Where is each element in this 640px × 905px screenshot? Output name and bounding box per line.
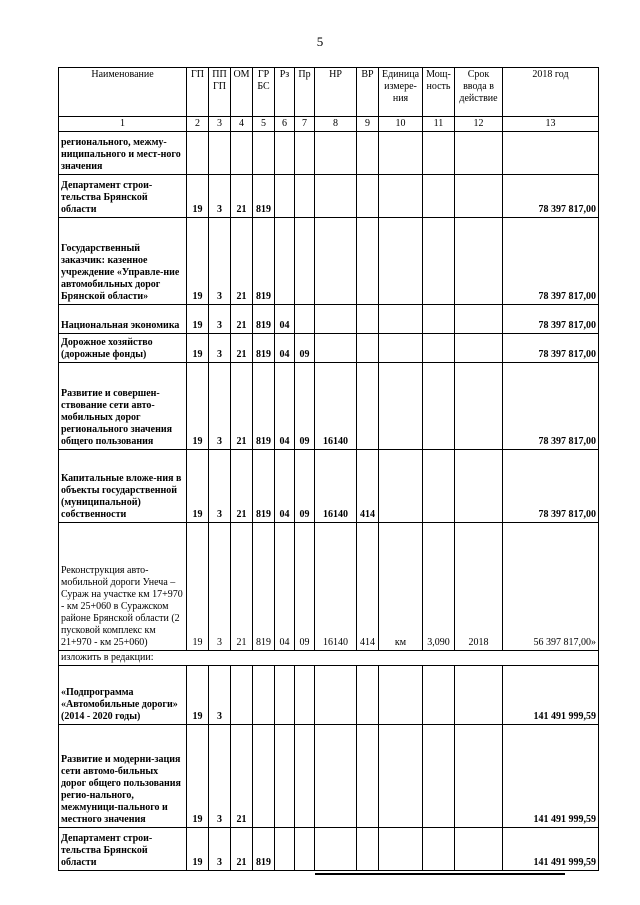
row-name: Национальная экономика <box>59 305 187 334</box>
table-body-current <box>59 132 599 651</box>
column-number-row <box>59 117 599 132</box>
vr-cell <box>357 666 379 725</box>
term-cell <box>455 334 503 363</box>
unit-cell <box>379 334 423 363</box>
grbs-cell: 819 <box>253 305 275 334</box>
column-number: 11 <box>423 117 455 132</box>
column-number: 1 <box>59 117 187 132</box>
amendment-note: изложить в редакции: <box>59 651 599 666</box>
row-name: «Подпрограмма «Автомобильные дороги» (2014 - 2020 годы) <box>59 666 187 725</box>
om-cell: 21 <box>231 450 253 523</box>
grbs-cell: 819 <box>253 175 275 218</box>
power-cell <box>423 334 455 363</box>
vr-cell <box>357 363 379 450</box>
nr-cell: 16140 <box>315 450 357 523</box>
pr-cell <box>295 305 315 334</box>
pr-cell <box>295 725 315 828</box>
grbs-cell: 819 <box>253 334 275 363</box>
grbs-cell <box>253 725 275 828</box>
nr-cell <box>315 828 357 871</box>
grbs-cell: 819 <box>253 218 275 305</box>
row-name: регионального, межму-ниципального и мест-ного значения <box>59 132 187 175</box>
om-cell: 21 <box>231 363 253 450</box>
gp-cell <box>187 132 209 175</box>
page-number: 5 <box>316 34 324 49</box>
column-header: НР <box>315 68 357 117</box>
column-header: ГР БС <box>253 68 275 117</box>
om-cell: 21 <box>231 828 253 871</box>
vr-cell <box>357 175 379 218</box>
table-row <box>59 175 599 218</box>
pr-cell: 09 <box>295 363 315 450</box>
ppgp-cell: 3 <box>209 725 231 828</box>
nr-cell <box>315 725 357 828</box>
column-number: 13 <box>503 117 599 132</box>
ppgp-cell: 3 <box>209 334 231 363</box>
vr-cell <box>357 305 379 334</box>
term-cell <box>455 363 503 450</box>
column-header: Единица измере-ния <box>379 68 423 117</box>
pr-cell: 09 <box>295 523 315 651</box>
om-cell: 21 <box>231 334 253 363</box>
column-number: 8 <box>315 117 357 132</box>
term-cell <box>455 828 503 871</box>
column-number: 4 <box>231 117 253 132</box>
table-body-amended <box>59 666 599 871</box>
unit-cell <box>379 828 423 871</box>
column-header: ПП ГП <box>209 68 231 117</box>
vr-cell <box>357 828 379 871</box>
power-cell: 3,090 <box>423 523 455 651</box>
gp-cell: 19 <box>187 828 209 871</box>
unit-cell <box>379 175 423 218</box>
unit-cell <box>379 218 423 305</box>
table-row <box>59 218 599 305</box>
power-cell <box>423 725 455 828</box>
rz-cell <box>275 828 295 871</box>
column-number: 6 <box>275 117 295 132</box>
term-cell <box>455 218 503 305</box>
power-cell <box>423 666 455 725</box>
nr-cell: 16140 <box>315 363 357 450</box>
term-cell <box>455 175 503 218</box>
rz-cell <box>275 132 295 175</box>
power-cell <box>423 305 455 334</box>
nr-cell <box>315 175 357 218</box>
term-cell <box>455 132 503 175</box>
ppgp-cell: 3 <box>209 450 231 523</box>
amount-cell <box>503 132 599 175</box>
gp-cell: 19 <box>187 218 209 305</box>
gp-cell: 19 <box>187 305 209 334</box>
ppgp-cell: 3 <box>209 828 231 871</box>
column-header: Срок ввода в действие <box>455 68 503 117</box>
column-header: Мощ-ность <box>423 68 455 117</box>
column-number: 5 <box>253 117 275 132</box>
om-cell: 21 <box>231 218 253 305</box>
row-name: Департамент строи-тельства Брянской области <box>59 175 187 218</box>
amount-cell: 141 491 999,59 <box>503 828 599 871</box>
amount-cell: 78 397 817,00 <box>503 305 599 334</box>
om-cell: 21 <box>231 305 253 334</box>
column-number: 7 <box>295 117 315 132</box>
pr-cell <box>295 132 315 175</box>
amount-cell: 56 397 817,00» <box>503 523 599 651</box>
gp-cell: 19 <box>187 175 209 218</box>
rz-cell <box>275 666 295 725</box>
pr-cell: 09 <box>295 334 315 363</box>
vr-cell <box>357 725 379 828</box>
vr-cell: 414 <box>357 450 379 523</box>
amount-cell: 141 491 999,59 <box>503 666 599 725</box>
om-cell <box>231 666 253 725</box>
table-row <box>59 305 599 334</box>
row-name: Капитальные вложе-ния в объекты государственной (муниципальной) собственности <box>59 450 187 523</box>
budget-table <box>58 67 599 871</box>
table-row <box>59 828 599 871</box>
grbs-cell: 819 <box>253 450 275 523</box>
amount-cell: 78 397 817,00 <box>503 334 599 363</box>
pr-cell <box>295 666 315 725</box>
column-header: Наименование <box>59 68 187 117</box>
nr-cell <box>315 666 357 725</box>
grbs-cell: 819 <box>253 828 275 871</box>
gp-cell: 19 <box>187 363 209 450</box>
column-number: 2 <box>187 117 209 132</box>
grbs-cell <box>253 666 275 725</box>
rz-cell: 04 <box>275 305 295 334</box>
gp-cell: 19 <box>187 666 209 725</box>
vr-cell: 414 <box>357 523 379 651</box>
gp-cell: 19 <box>187 725 209 828</box>
unit-cell <box>379 450 423 523</box>
amount-cell: 78 397 817,00 <box>503 363 599 450</box>
nr-cell <box>315 218 357 305</box>
rz-cell: 04 <box>275 523 295 651</box>
term-cell <box>455 725 503 828</box>
table-row <box>59 725 599 828</box>
power-cell <box>423 363 455 450</box>
column-header: 2018 год <box>503 68 599 117</box>
table-row <box>59 450 599 523</box>
nr-cell <box>315 132 357 175</box>
vr-cell <box>357 218 379 305</box>
rz-cell: 04 <box>275 363 295 450</box>
rz-cell <box>275 175 295 218</box>
ppgp-cell: 3 <box>209 523 231 651</box>
row-name: Государственный заказчик: казенное учреждение «Управле-ние автомобильных дорог Брянской области» <box>59 218 187 305</box>
om-cell: 21 <box>231 725 253 828</box>
power-cell <box>423 218 455 305</box>
unit-cell <box>379 305 423 334</box>
rz-cell: 04 <box>275 450 295 523</box>
pr-cell <box>295 828 315 871</box>
term-cell <box>455 666 503 725</box>
om-cell: 21 <box>231 523 253 651</box>
power-cell <box>423 175 455 218</box>
om-cell <box>231 132 253 175</box>
column-header: ВР <box>357 68 379 117</box>
vr-cell <box>357 334 379 363</box>
nr-cell <box>315 334 357 363</box>
table-row <box>59 523 599 651</box>
ppgp-cell: 3 <box>209 218 231 305</box>
unit-cell <box>379 363 423 450</box>
table-header-row <box>59 68 599 117</box>
unit-cell <box>379 666 423 725</box>
column-number: 12 <box>455 117 503 132</box>
power-cell <box>423 450 455 523</box>
column-number: 9 <box>357 117 379 132</box>
column-header: Пр <box>295 68 315 117</box>
term-cell: 2018 <box>455 523 503 651</box>
column-header: ГП <box>187 68 209 117</box>
table-row <box>59 651 599 666</box>
unit-cell <box>379 725 423 828</box>
table-row <box>59 363 599 450</box>
nr-cell <box>315 305 357 334</box>
ppgp-cell: 3 <box>209 363 231 450</box>
row-name: Реконструкция авто-мобильной дороги Унеча – Сураж на участке км 17+970 - км 25+060 в Суражском районе Брянской области (2 пусковой комплекс км 21+970 - км 25+060) <box>59 523 187 651</box>
bottom-rule <box>315 873 565 875</box>
gp-cell: 19 <box>187 334 209 363</box>
grbs-cell <box>253 132 275 175</box>
unit-cell: км <box>379 523 423 651</box>
table-row <box>59 334 599 363</box>
grbs-cell: 819 <box>253 523 275 651</box>
rz-cell: 04 <box>275 334 295 363</box>
ppgp-cell <box>209 132 231 175</box>
table-row <box>59 666 599 725</box>
pr-cell <box>295 175 315 218</box>
power-cell <box>423 132 455 175</box>
nr-cell: 16140 <box>315 523 357 651</box>
power-cell <box>423 828 455 871</box>
amount-cell: 78 397 817,00 <box>503 450 599 523</box>
grbs-cell: 819 <box>253 363 275 450</box>
rz-cell <box>275 725 295 828</box>
term-cell <box>455 450 503 523</box>
unit-cell <box>379 132 423 175</box>
table-row <box>59 132 599 175</box>
amount-cell: 78 397 817,00 <box>503 218 599 305</box>
row-name: Департамент строи-тельства Брянской области <box>59 828 187 871</box>
vr-cell <box>357 132 379 175</box>
gp-cell: 19 <box>187 523 209 651</box>
ppgp-cell: 3 <box>209 175 231 218</box>
om-cell: 21 <box>231 175 253 218</box>
row-name: Развитие и модерни-зация сети автомо-бильных дорог общего пользования регио-нального, межмуници-пального и местного значения <box>59 725 187 828</box>
column-header: Рз <box>275 68 295 117</box>
pr-cell: 09 <box>295 450 315 523</box>
ppgp-cell: 3 <box>209 305 231 334</box>
rz-cell <box>275 218 295 305</box>
column-header: ОМ <box>231 68 253 117</box>
amount-cell: 78 397 817,00 <box>503 175 599 218</box>
row-name: Развитие и совершен-ствование сети авто-мобильных дорог регионального значения общего пользования <box>59 363 187 450</box>
column-number: 3 <box>209 117 231 132</box>
pr-cell <box>295 218 315 305</box>
column-number: 10 <box>379 117 423 132</box>
row-name: Дорожное хозяйство (дорожные фонды) <box>59 334 187 363</box>
ppgp-cell: 3 <box>209 666 231 725</box>
gp-cell: 19 <box>187 450 209 523</box>
term-cell <box>455 305 503 334</box>
amount-cell: 141 491 999,59 <box>503 725 599 828</box>
